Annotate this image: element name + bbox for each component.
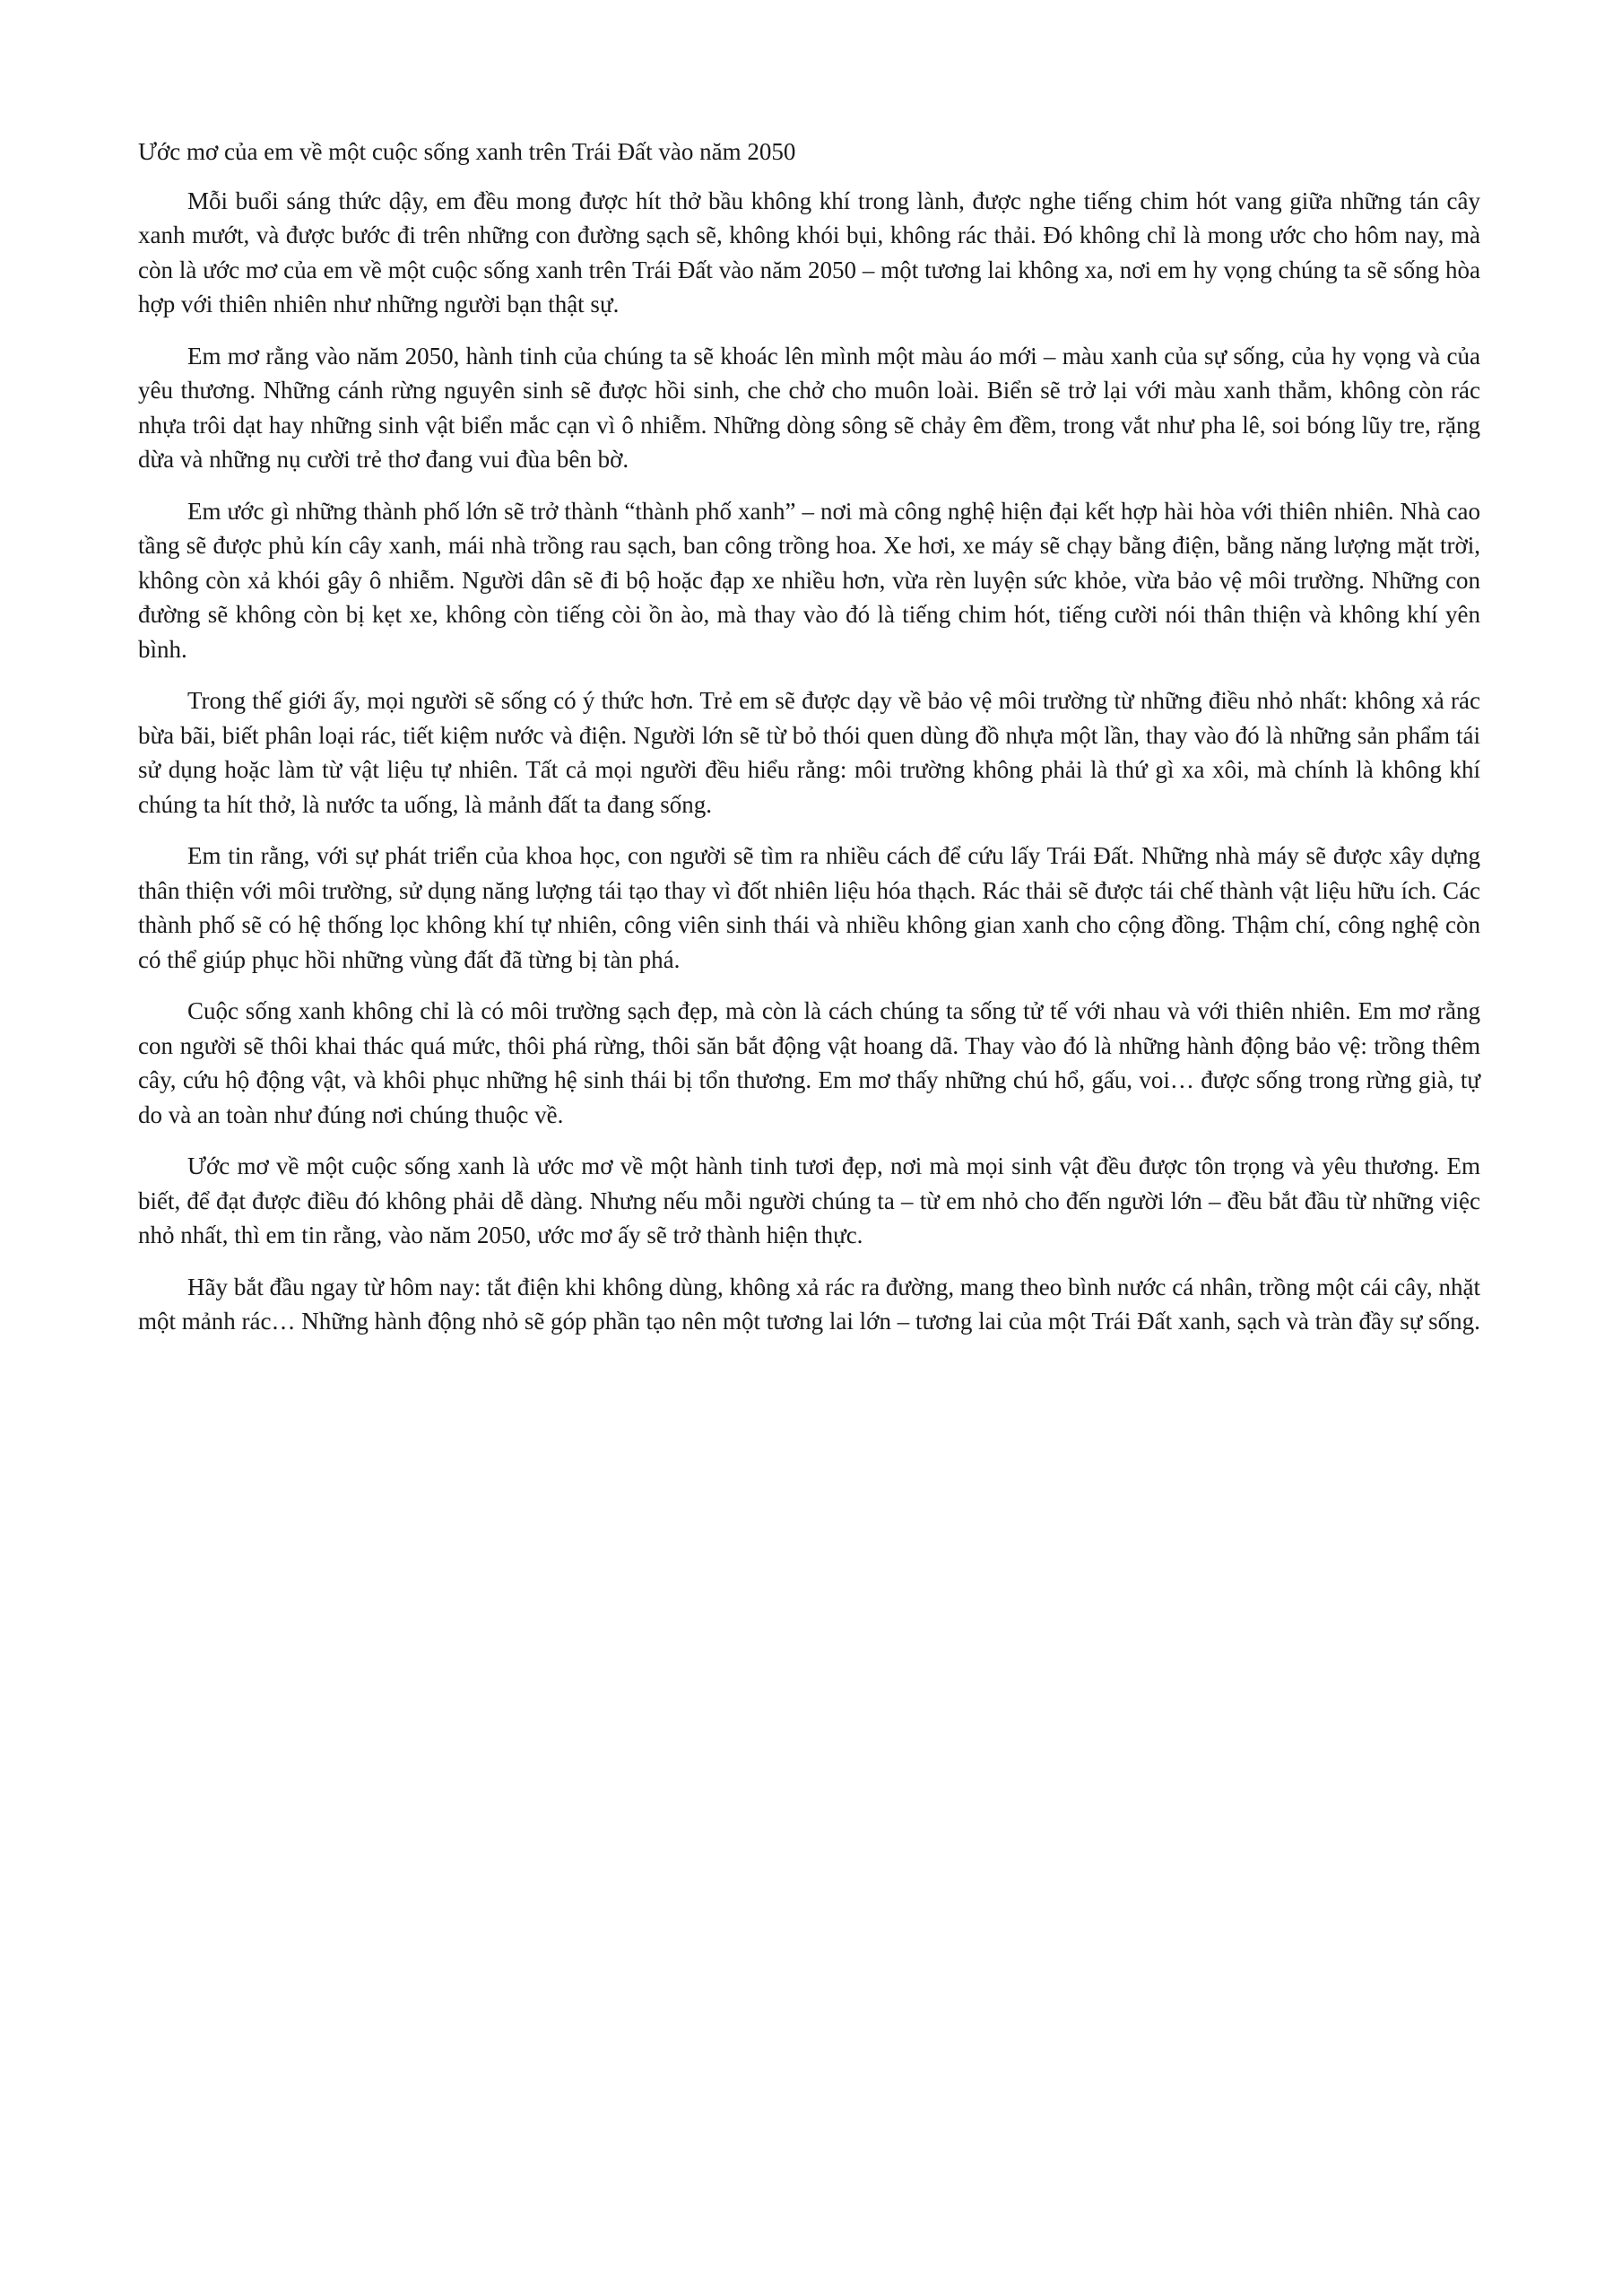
paragraph-7: Ước mơ về một cuộc sống xanh là ước mơ về một hành tinh tươi đẹp, nơi mà mọi sinh vật đều được tôn trọng và yêu thương. Em biết, để đạt được điều đó không phải dễ dàng. Nhưng nếu mỗi người chúng ta – từ em nhỏ cho đến người lớn – đều bắt đầu từ những việc nhỏ nhất, thì em tin rằng, vào năm 2050, ước mơ ấy sẽ trở thành hiện thực. [138,1152,1480,1248]
paragraph-1: Mỗi buổi sáng thức dậy, em đều mong được hít thở bầu không khí trong lành, được nghe tiếng chim hót vang giữa những tán cây xanh mướt, và được bước đi trên những con đường sạch sẽ, không khói bụi, không rác thải. Đó không chỉ là mong ước cho hôm nay, mà còn là ước mơ của em về một cuộc sống xanh trên Trái Đất vào năm 2050 – một tương lai không xa, nơi em hy vọng chúng ta sẽ sống hòa hợp với thiên nhiên như những người bạn thật sự. [138,187,1480,317]
document-title: Ước mơ của em về một cuộc sống xanh trên Trái Đất vào năm 2050 [138,138,796,165]
paragraph-5: Em tin rằng, với sự phát triển của khoa học, con người sẽ tìm ra nhiều cách để cứu lấy Trái Đất. Những nhà máy sẽ được xây dựng thân thiện với môi trường, sử dụng năng lượng tái tạo thay vì đốt nhiên liệu hóa thạch. Rác thải sẽ được tái chế thành vật liệu hữu ích. Các thành phố sẽ có hệ thống lọc không khí tự nhiên, công viên sinh thái và nhiều không gian xanh cho cộng đồng. Thậm chí, công nghệ còn có thể giúp phục hồi những vùng đất đã từng bị tàn phá. [138,842,1480,973]
document-body [138,135,1480,1356]
paragraph-6: Cuộc sống xanh không chỉ là có môi trường sạch đẹp, mà còn là cách chúng ta sống tử tế với nhau và với thiên nhiên. Em mơ rằng con người sẽ thôi khai thác quá mức, thôi phá rừng, thôi săn bắt động vật hoang dã. Thay vào đó là những hành động bảo vệ: trồng thêm cây, cứu hộ động vật, và khôi phục những hệ sinh thái bị tổn thương. Em mơ thấy những chú hổ, gấu, voi… được sống trong rừng già, tự do và an toàn như đúng nơi chúng thuộc về. [138,997,1480,1128]
paragraph-4: Trong thế giới ấy, mọi người sẽ sống có ý thức hơn. Trẻ em sẽ được dạy về bảo vệ môi trường từ những điều nhỏ nhất: không xả rác bừa bãi, biết phân loại rác, tiết kiệm nước và điện. Người lớn sẽ từ bỏ thói quen dùng đồ nhựa một lần, thay vào đó là những sản phẩm tái sử dụng hoặc làm từ vật liệu tự nhiên. Tất cả mọi người đều hiểu rằng: môi trường không phải là thứ gì xa xôi, mà chính là không khí chúng ta hít thở, là nước ta uống, là mảnh đất ta đang sống. [138,687,1480,818]
paragraph-3: Em ước gì những thành phố lớn sẽ trở thành “thành phố xanh” – nơi mà công nghệ hiện đại kết hợp hài hòa với thiên nhiên. Nhà cao tầng sẽ được phủ kín cây xanh, mái nhà trồng rau sạch, ban công trồng hoa. Xe hơi, xe máy sẽ chạy bằng điện, bằng năng lượng mặt trời, không còn xả khói gây ô nhiễm. Người dân sẽ đi bộ hoặc đạp xe nhiều hơn, vừa rèn luyện sức khỏe, vừa bảo vệ môi trường. Những con đường sẽ không còn bị kẹt xe, không còn tiếng còi ồn ào, mà thay vào đó là tiếng chim hót, tiếng cười nói thân thiện và không khí yên bình. [138,497,1480,663]
paragraph-2: Em mơ rằng vào năm 2050, hành tinh của chúng ta sẽ khoác lên mình một màu áo mới – màu xanh của sự sống, của hy vọng và của yêu thương. Những cánh rừng nguyên sinh sẽ được hồi sinh, che chở cho muôn loài. Biển sẽ trở lại với màu xanh thẳm, không còn rác nhựa trôi dạt hay những sinh vật biển mắc cạn vì ô nhiễm. Những dòng sông sẽ chảy êm đềm, trong vắt như pha lê, soi bóng lũy tre, rặng dừa và những nụ cười trẻ thơ đang vui đùa bên bờ. [138,342,1480,473]
paragraph-8: Hãy bắt đầu ngay từ hôm nay: tắt điện khi không dùng, không xả rác ra đường, mang theo bình nước cá nhân, trồng một cái cây, nhặt một mảnh rác… Những hành động nhỏ sẽ góp phần tạo nên một tương lai lớn – tương lai của một Trái Đất xanh, sạch và tràn đầy sự sống. [138,1273,1480,1335]
